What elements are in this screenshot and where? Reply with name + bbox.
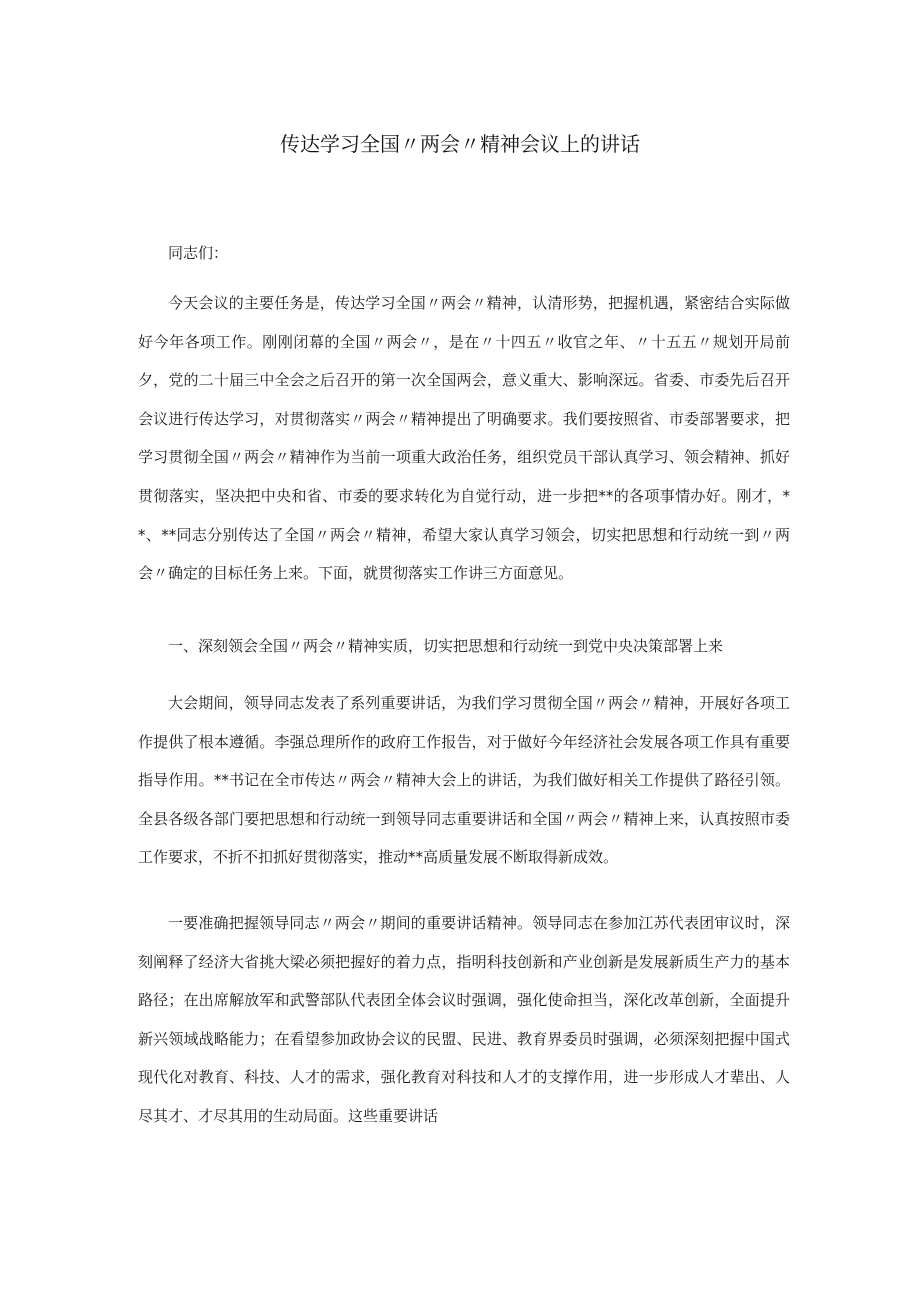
paragraph-text: 大会期间，领导同志发表了系列重要讲话，为我们学习贯彻全国〃两会〃精神，开展好各项工作提供了根本遵循。李强总理所作的政府工作报告，对于做好今年经济社会发展各项工作具有重要指导作用。**书记在全市传达〃两会〃精神大会上的讲话，为我们做好相关工作提供了路径引领。全县各级各部门要把思想和行动统一到领导同志重要讲话和全国〃两会〃精神上来，认真按照市委工作要求，不折不扣抓好贯彻落实，推动**高质量发展不断取得新成效。 (138, 694, 790, 867)
section-heading-text: 一、深刻领会全国〃两会〃精神实质，切实把思想和行动统一到党中央决策部署上来 (168, 637, 724, 655)
greeting (138, 234, 790, 273)
paragraph-text: 今天会议的主要任务是，传达学习全国〃两会〃精神，认清形势，把握机遇，紧密结合实际做好今年各项工作。刚刚闭幕的全国〃两会〃，是在〃十四五〃收官之年、〃十五五〃规划开局前夕，党的二十届三中全会之后召开的第一次全国两会，意义重大、影响深远。省委、市委先后召开会议进行传达学习，对贯彻落实〃两会〃精神提出了明确要求。我们要按照省、市委部署要求，把学习贯彻全国〃两会〃精神作为当前一项重大政治任务，组织党员干部认真学习、领会精神、抓好贯彻落实，坚决把中央和省、市委的要求转化为自觉行动，进一步把**的各项事情办好。刚才，**、**同志分别传达了全国〃两会〃精神，希望大家认真学习领会，切实把思想和行动统一到〃两会〃确定的目标任务上来。下面，就贯彻落实工作讲三方面意见。 (138, 294, 790, 583)
section-heading-1 (138, 627, 790, 666)
paragraph-speech (138, 904, 790, 1136)
paragraph-intro (138, 284, 790, 593)
paragraph-text: 一要准确把握领导同志〃两会〃期间的重要讲话精神。领导同志在参加江苏代表团审议时，深刻阐释了经济大省挑大梁必须把握好的着力点，指明科技创新和产业创新是发展新质生产力的基本路径；在出席解放军和武警部队代表团全体会议时强调，强化使命担当，深化改革创新，全面提升新兴领域战略能力；在看望参加政协会议的民盟、民进、教育界委员时强调，必须深刻把握中国式现代化对教育、科技、人才的需求，强化教育对科技和人才的支撑作用，进一步形成人才辈出、人尽其才、才尽其用的生动局面。这些重要讲话 (138, 914, 790, 1125)
greeting-text: 同志们： (168, 244, 229, 262)
paragraph-meeting (138, 684, 790, 877)
document-title: 传达学习全国〃两会〃精神会议上的讲话 (280, 132, 640, 156)
